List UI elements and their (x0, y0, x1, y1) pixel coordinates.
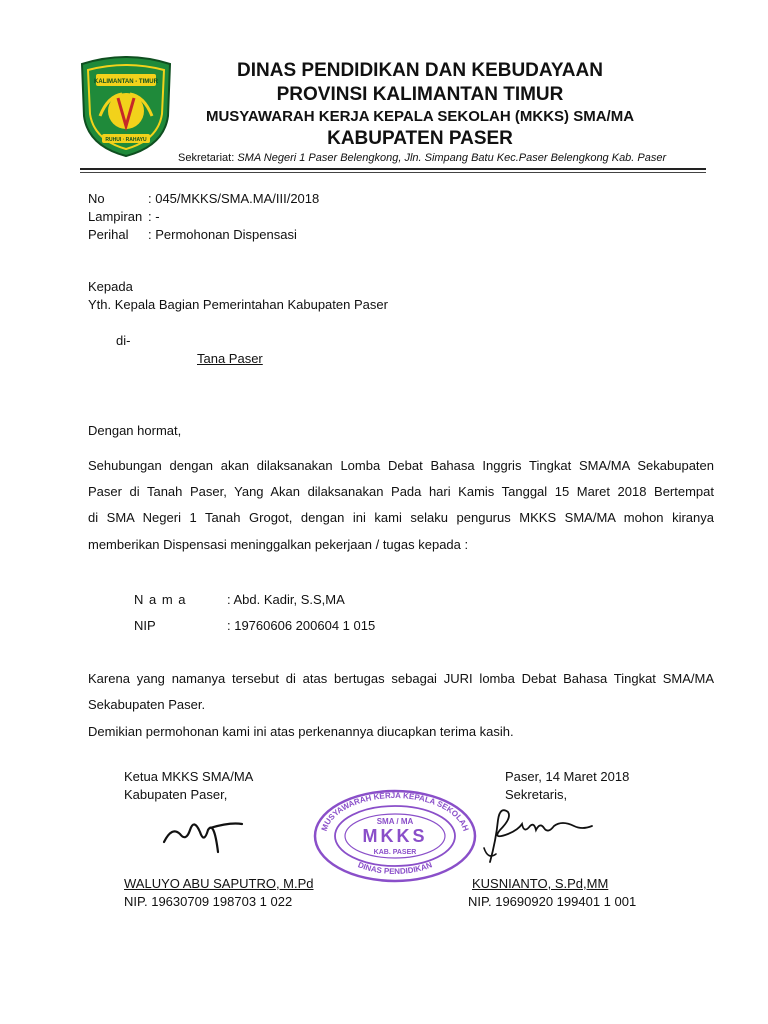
nip-label: NIP (134, 618, 156, 633)
address-kepada: Kepada (88, 279, 133, 294)
nip-value: : 19760606 200604 1 015 (227, 618, 376, 633)
left-signature-scribble (160, 808, 250, 858)
right-signer-date: Paser, 14 Maret 2018 (505, 769, 630, 784)
stamp-outer-bottom-text: DINAS PENDIDIKAN (356, 860, 434, 877)
header-agency: DINAS PENDIDIKAN DAN KEBUDAYAAN (237, 60, 603, 81)
closing-sentence: Demikian permohonan kami ini atas perkenannya diucapkan terima kasih. (88, 724, 514, 739)
meta-lampiran-value: : - (148, 209, 160, 224)
right-signer-title: Sekretaris, (505, 787, 568, 802)
meta-no-value: : 045/MKKS/SMA.MA/III/2018 (148, 191, 320, 206)
header-organization: MUSYAWARAH KERJA KEPALA SEKOLAH (MKKS) SMA/MA (205, 108, 635, 125)
stamp-outer-top-text: MUSYAWARAH KERJA KEPALA SEKOLAH (319, 790, 471, 833)
para1-line4: memberikan Dispensasi meninggalkan pekerjaan / tugas kepada : (88, 537, 469, 552)
secretariat-address: SMA Negeri 1 Paser Belengkong, Jln. Simpang Batu Kec.Paser Belengkong Kab. Paser (237, 152, 667, 164)
meta-lampiran-label: Lampiran (88, 209, 143, 224)
secretariat-label: Sekretariat: (178, 152, 235, 164)
nama-label: N a m a (134, 592, 187, 607)
para2-line1: Karena yang namanya tersebut di atas bertugas sebagai JURI lomba Debat Bahasa Tingkat SMA/MA (88, 671, 714, 686)
para1-line2: Paser di Tanah Paser, Yang Akan dilaksanakan Pada hari Kamis Tanggal 15 Maret 2018 Bertempat (88, 484, 714, 499)
meta-perihal-label: Perihal (88, 227, 129, 242)
para1-line1: Sehubungan dengan akan dilaksanakan Lomba Debat Bahasa Inggris Tingkat SMA/MA Sekabupaten (88, 458, 714, 473)
para2-line2: Sekabupaten Paser. (88, 697, 206, 712)
para1-line3: di SMA Negeri 1 Tanah Grogot, dengan ini kami selaku pengurus MKKS SMA/MA mohon kiranya (88, 510, 714, 525)
right-signer-name: KUSNIANTO, S.Pd,MM (472, 876, 609, 891)
left-signer-nip: NIP. 19630709 198703 1 022 (124, 894, 293, 909)
right-signer-nip: NIP. 19690920 199401 1 001 (468, 894, 637, 909)
greeting: Dengan hormat, (88, 423, 182, 438)
stamp-center-text: MKKS (362, 826, 428, 846)
header-regency: KABUPATEN PASER (327, 128, 513, 149)
stamp-inner-top-text: SMA / MA (376, 817, 414, 826)
header-secretariat (178, 152, 666, 164)
header-rule-thick (80, 168, 706, 170)
address-place: Tana Paser (197, 351, 263, 366)
header-rule-thin (80, 172, 706, 173)
stamp-inner-bottom-text: KAB. PASER (373, 849, 417, 856)
meta-no-label: No (88, 191, 105, 206)
left-signer-name: WALUYO ABU SAPUTRO, M.Pd (124, 876, 314, 891)
meta-perihal-value: : Permohonan Dispensasi (148, 227, 297, 242)
mkks-stamp (312, 788, 478, 884)
address-di: di- (116, 333, 131, 348)
right-signature-scribble (478, 800, 598, 870)
address-recipient: Yth. Kepala Bagian Pemerintahan Kabupaten Paser (88, 297, 388, 312)
left-signer-title: Ketua MKKS SMA/MA (124, 769, 254, 784)
emblem-banner-top-text: KALIMANTAN - TIMUR (94, 79, 158, 85)
emblem-banner-bottom-text: RUHUI · RAHAYU (105, 137, 147, 143)
left-signer-regency: Kabupaten Paser, (124, 787, 228, 802)
header-province: PROVINSI KALIMANTAN TIMUR (276, 84, 564, 105)
nama-value: : Abd. Kadir, S.S,MA (227, 592, 345, 607)
